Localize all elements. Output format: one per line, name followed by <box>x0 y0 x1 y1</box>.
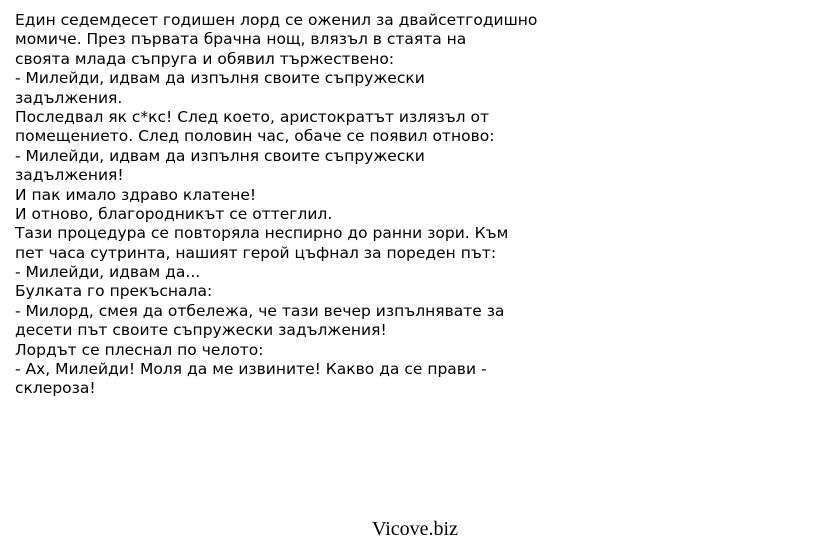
joke-line: - Милейди, идвам да изпълня своите съпружески <box>15 146 425 165</box>
joke-line: Последвал як с*кс! След което, аристократът излязъл от <box>15 107 490 126</box>
joke-line: задължения. <box>15 88 123 107</box>
joke-line: склероза! <box>15 379 96 398</box>
joke-line: задължения! <box>15 166 124 185</box>
joke-line: Един седемдесет годишен лорд се оженил за двайсетгодишно <box>15 11 538 29</box>
joke-text <box>15 11 615 399</box>
joke-line: Булката го прекъснала: <box>15 282 213 301</box>
joke-line: И пак имало здраво клатене! <box>15 185 257 204</box>
joke-line: пет часа сутринта, нашият герой цъфнал за пореден път: <box>15 243 497 262</box>
joke-line: помещението. След половин час, обаче се появил отново: <box>15 127 495 146</box>
joke-line: своята млада съпруга и обявил тържествено: <box>15 49 395 68</box>
joke-line: - Ах, Милейди! Моля да ме извините! Какво да се прави - <box>15 360 487 379</box>
joke-line: Тази процедура се повторяла неспирно до ранни зори. Към <box>15 224 509 243</box>
site-watermark: Vicove.biz <box>372 518 458 540</box>
joke-line: десети път своите съпружески задължения! <box>15 321 387 340</box>
joke-line: Лордът се плеснал по челото: <box>15 340 264 359</box>
joke-line: - Милорд, смея да отбележа, че тази вечер изпълнявате за <box>15 301 505 320</box>
joke-line: И отново, благородникът се оттеглил. <box>15 204 333 223</box>
joke-line: момиче. През първата брачна нощ, влязъл в стаята на <box>15 30 467 49</box>
joke-line: - Милейди, идвам да изпълня своите съпружески <box>15 69 425 88</box>
joke-line: - Милейди, идвам да... <box>15 263 201 282</box>
